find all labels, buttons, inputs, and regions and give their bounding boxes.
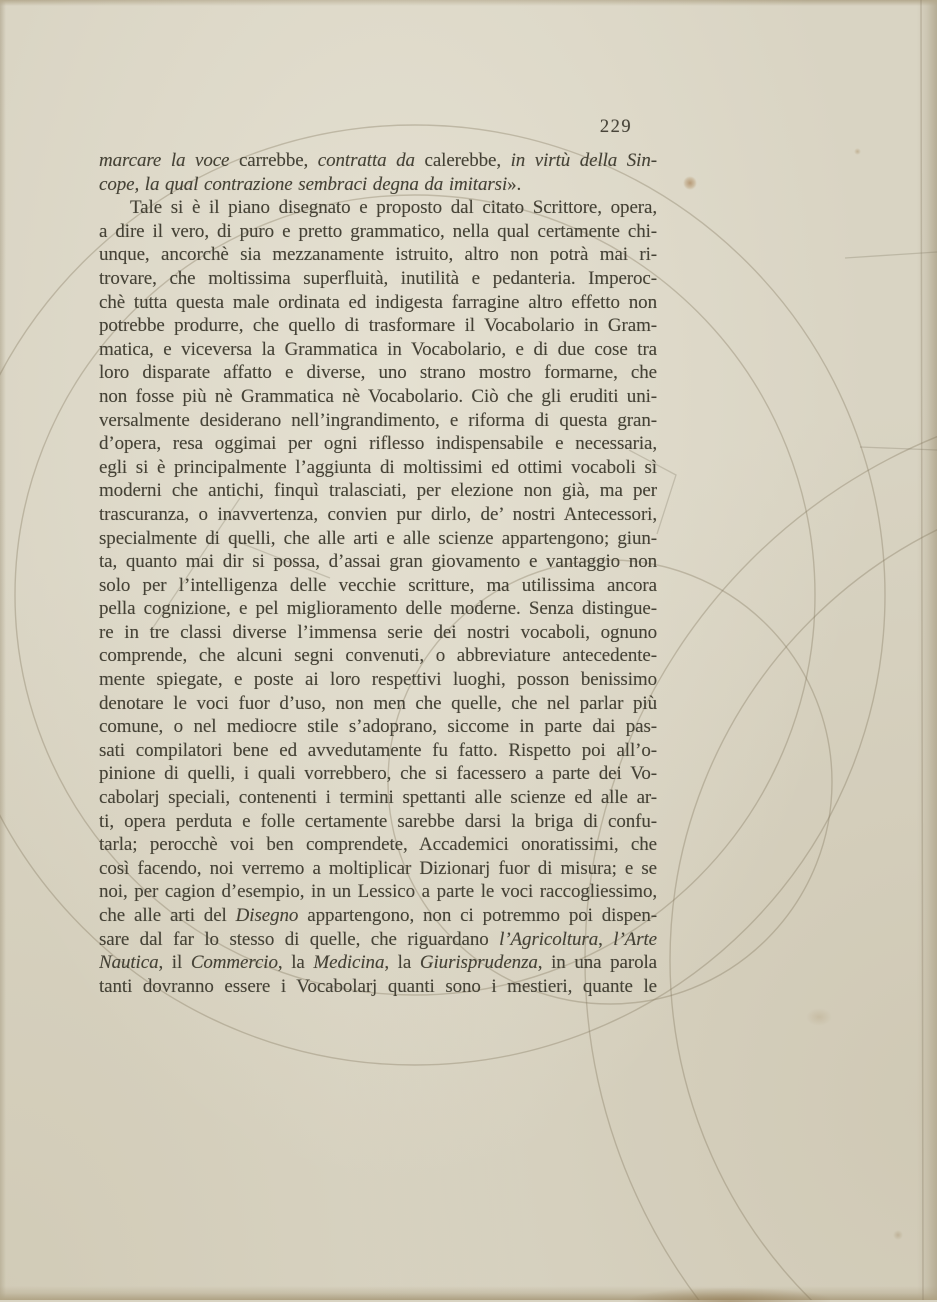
- text-line: [99, 692, 657, 716]
- text-segment: versalmente desiderano nell’ingrandimento, e riforma di questa gran-: [99, 409, 657, 431]
- text-segment: trovare, che moltissima superfluità, inutilità e pedanteria. Imperoc-: [99, 267, 657, 289]
- text-segment: re in tre classi diverse l’immensa serie dei nostri vocaboli, ognuno: [99, 621, 657, 643]
- page-number: 229: [599, 117, 633, 137]
- text-segment: così facendo, noi verremo a moltiplicar Dizionarj fuor di misura; e se: [99, 857, 657, 879]
- text-line: [99, 762, 657, 786]
- text-segment: Nautica: [99, 952, 159, 974]
- text-segment: pella cognizione, e pel miglioramento delle moderne. Senza distingue-: [99, 598, 657, 620]
- text-segment: , in una parola: [537, 952, 657, 974]
- text-line: [99, 904, 657, 928]
- text-segment: a dire il vero, di puro e pretto grammatico, nella qual certamente chi-: [99, 220, 657, 242]
- text-segment: marcare la voce: [99, 150, 239, 171]
- text-segment: cabolarj speciali, contenenti i termini spettanti alle scienze ed alle ar-: [99, 787, 657, 809]
- text-segment: cope, la qual contrazione sembraci degna da imitarsi: [99, 173, 508, 195]
- foxing-spot: [806, 1008, 832, 1026]
- text-segment: tarla; perocchè voi ben comprendete, Accademici onoratissimi, che: [99, 834, 657, 856]
- text-line: [99, 833, 657, 857]
- text-line: [99, 644, 657, 668]
- text-line: [99, 503, 657, 527]
- text-line: [99, 432, 657, 456]
- text-segment: tanti dovranno essere i Vocabolarj quanti sono i mestieri, quante le: [99, 975, 657, 997]
- text-segment: unque, ancorchè sia mezzanamente istruito, altro non potrà mai ri-: [99, 244, 657, 266]
- text-segment: loro disparate affatto e diverse, uno strano mostro formarne, che: [99, 362, 657, 384]
- text-line: [99, 196, 657, 220]
- text-line: [99, 385, 657, 409]
- text-segment: sati compilatori bene ed avvedutamente fu fatto. Rispetto poi all’o-: [99, 739, 657, 761]
- text-line: [99, 267, 657, 291]
- text-line: [99, 338, 657, 362]
- text-block: [99, 149, 657, 998]
- text-line: [99, 314, 657, 338]
- foxing-spot: [854, 148, 861, 155]
- text-segment: l’Agricoltura: [499, 928, 599, 950]
- text-segment: moderni che antichi, finquì tralasciati, per elezione non già, ma per: [99, 480, 657, 502]
- text-segment: pinione di quelli, i quali vorrebbero, che si facessero a parte dei Vo-: [99, 763, 657, 785]
- text-segment: carrebbe,: [238, 150, 318, 171]
- text-line: [99, 361, 657, 385]
- text-segment: trascuranza, o inavvertenza, convien pur dirlo, de’ nostri Antecessori,: [99, 503, 657, 525]
- text-segment: potrebbe produrre, che quello di trasformare il Vocabolario in Gram-: [99, 315, 657, 337]
- text-segment: denotare le voci fuor d’uso, non men che quelle, che nel parlar più: [99, 692, 657, 714]
- text-segment: ta, quanto mai dir si possa, d’assai gran giovamento e vantaggio non: [99, 551, 657, 573]
- text-segment: in virtù della Sin-: [510, 150, 657, 171]
- text-segment: che alle arti del: [99, 905, 236, 926]
- text-line: [99, 479, 657, 503]
- text-segment: , il: [158, 952, 191, 974]
- foxing-spot: [683, 176, 697, 190]
- text-line: [99, 880, 657, 904]
- text-segment: Giurisprudenza: [419, 952, 538, 974]
- text-line: [99, 786, 657, 810]
- text-segment: Disegno: [235, 905, 299, 926]
- text-segment: egli si è principalmente l’aggiunta di moltissimi ed ottimi vocaboli sì: [99, 456, 657, 478]
- text-line: [99, 621, 657, 645]
- text-line: [99, 527, 657, 551]
- text-segment: Tale si è il piano disegnato e proposto dal citato Scrittore, opera,: [130, 197, 657, 219]
- text-segment: ,: [598, 928, 614, 950]
- text-segment: sare dal far lo stesso di quelle, che riguardano: [99, 928, 500, 950]
- text-segment: comune, o nel mediocre stile s’adoprano, siccome in parte dai pas-: [99, 716, 657, 738]
- text-line: [99, 574, 657, 598]
- foxing-spot: [893, 1230, 903, 1240]
- text-segment: matica, e viceversa la Grammatica in Vocabolario, e di due cose tra: [99, 338, 657, 360]
- text-segment: ».: [507, 173, 522, 195]
- text-segment: comprende, che alcuni segni convenuti, o abbreviature antecedente-: [99, 645, 657, 667]
- text-line: [99, 220, 657, 244]
- text-segment: chè tutta questa male ordinata ed indigesta farragine altro effetto non: [99, 291, 657, 313]
- text-segment: specialmente di quelli, che alle arti e alle scienze appartengono; giun-: [99, 527, 657, 549]
- text-line: [99, 928, 657, 952]
- page-edge-crease: [921, 0, 923, 1300]
- text-line: [99, 550, 657, 574]
- text-segment: non fosse più nè Grammatica nè Vocabolario. Ciò che gli eruditi uni-: [99, 385, 657, 407]
- text-line: [99, 597, 657, 621]
- text-line: [99, 149, 657, 173]
- text-segment: d’opera, resa oggimai per ogni riflesso indispensabile e necessaria,: [99, 433, 657, 455]
- text-line: [99, 975, 657, 999]
- text-line: [99, 409, 657, 433]
- text-segment: calerebbe,: [424, 150, 511, 171]
- text-segment: appartengono, non ci potremmo poi dispen-: [298, 905, 657, 926]
- text-line: [99, 715, 657, 739]
- text-line: [99, 810, 657, 834]
- text-segment: , la: [384, 952, 420, 974]
- text-line: [99, 739, 657, 763]
- text-segment: Medicina: [313, 952, 385, 974]
- text-segment: solo per l’intelligenza delle vecchie scritture, ma utilissima ancora: [99, 574, 657, 596]
- text-line: [99, 173, 657, 197]
- text-line: [99, 456, 657, 480]
- text-line: [99, 951, 657, 975]
- text-line: [99, 291, 657, 315]
- text-segment: l’Arte: [613, 928, 657, 950]
- text-segment: noi, per cagion d’esempio, in un Lessico a parte le voci raccogliessimo,: [99, 881, 657, 903]
- text-segment: ti, opera perduta e folle certamente sarebbe darsi la briga di confu-: [99, 810, 657, 832]
- text-line: [99, 243, 657, 267]
- text-segment: , la: [277, 952, 314, 974]
- text-segment: Commercio: [190, 952, 278, 974]
- text-line: [99, 668, 657, 692]
- text-line: [99, 857, 657, 881]
- text-segment: mente spiegate, e poste ai loro respettivi luoghi, posson benissimo: [99, 669, 657, 691]
- text-segment: contratta da: [317, 150, 425, 171]
